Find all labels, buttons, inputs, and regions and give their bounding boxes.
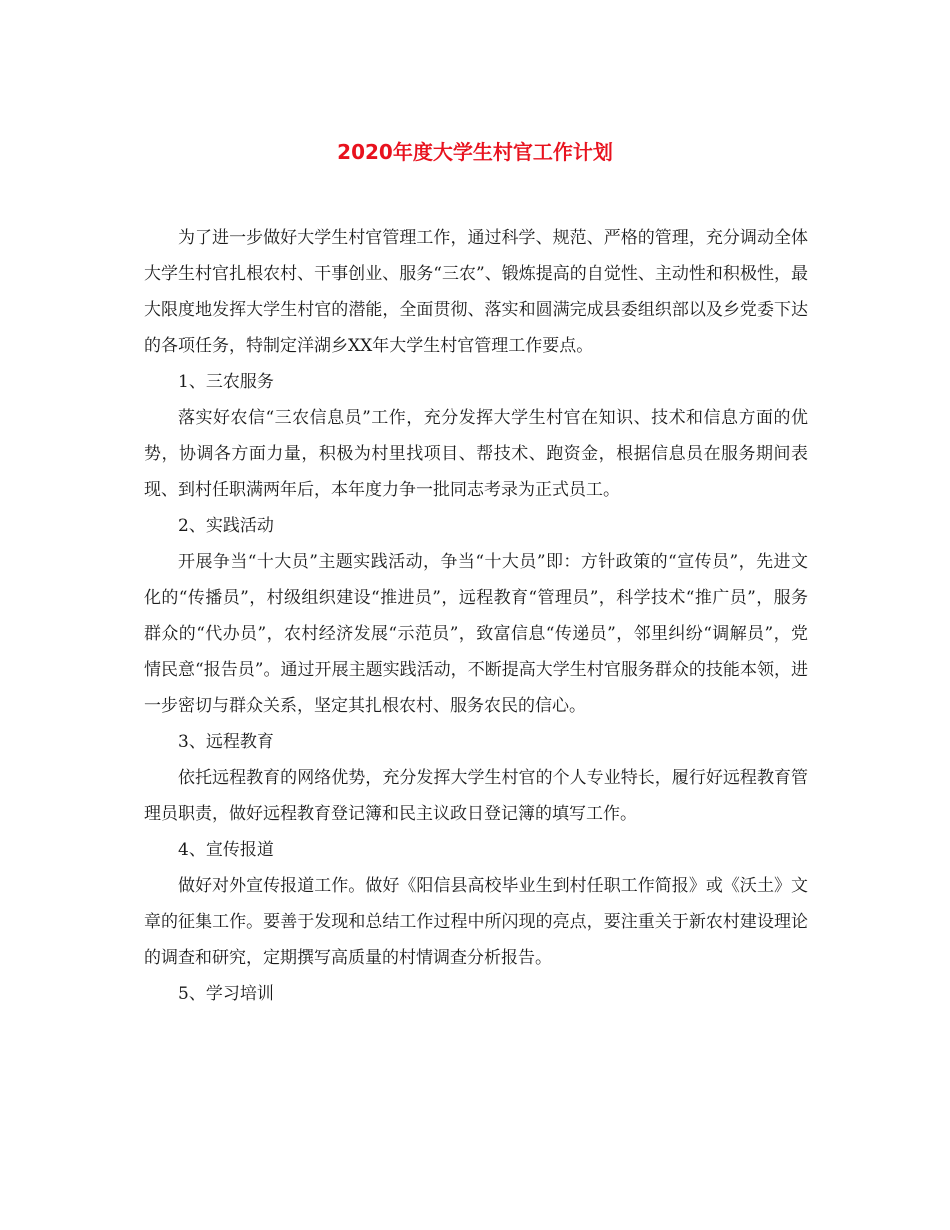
document-body	[144, 220, 808, 1012]
section-heading-practice: 2、实践活动	[178, 516, 274, 536]
section-heading-publicity: 4、宣传报道	[178, 840, 274, 860]
section-body-sannong: 落实好农信“三农信息员”工作，充分发挥大学生村官在知识、技术和信息方面的优势，协调各方面力量，积极为村里找项目、帮技术、跑资金，根据信息员在服务期间表现、到村任职满两年后，本年度力争一批同志考录为正式员工。	[144, 408, 808, 500]
document-title: 2020年度大学生村官工作计划	[337, 140, 613, 164]
section-heading-remote-education: 3、远程教育	[178, 732, 274, 752]
section-body-publicity: 做好对外宣传报道工作。做好《阳信县高校毕业生到村任职工作简报》或《沃土》文章的征集工作。要善于发现和总结工作过程中所闪现的亮点，要注重关于新农村建设理论的调查和研究，定期撰写高质量的村情调查分析报告。	[144, 876, 808, 968]
section-body-remote-education: 依托远程教育的网络优势，充分发挥大学生村官的个人专业特长，履行好远程教育管理员职责，做好远程教育登记簿和民主议政日登记簿的填写工作。	[144, 768, 808, 824]
section-body-practice: 开展争当“十大员”主题实践活动，争当“十大员”即：方针政策的“宣传员”，先进文化的“传播员”，村级组织建设“推进员”，远程教育“管理员”，科学技术“推广员”，服务群众的“代办员”，农村经济发展“示范员”，致富信息“传递员”，邻里纠纷“调解员”，党情民意“报告员”。通过开展主题实践活动，不断提高大学生村官服务群众的技能本领，进一步密切与群众关系，坚定其扎根农村、服务农民的信心。	[144, 552, 808, 716]
section-heading-training: 5、学习培训	[178, 984, 274, 1004]
section-heading-sannong: 1、三农服务	[178, 372, 274, 392]
intro-paragraph: 为了进一步做好大学生村官管理工作，通过科学、规范、严格的管理，充分调动全体大学生村官扎根农村、干事创业、服务“三农”、锻炼提高的自觉性、主动性和积极性，最大限度地发挥大学生村官的潜能，全面贯彻、落实和圆满完成县委组织部以及乡党委下达的各项任务，特制定洋湖乡XX年大学生村官管理工作要点。	[144, 228, 808, 356]
